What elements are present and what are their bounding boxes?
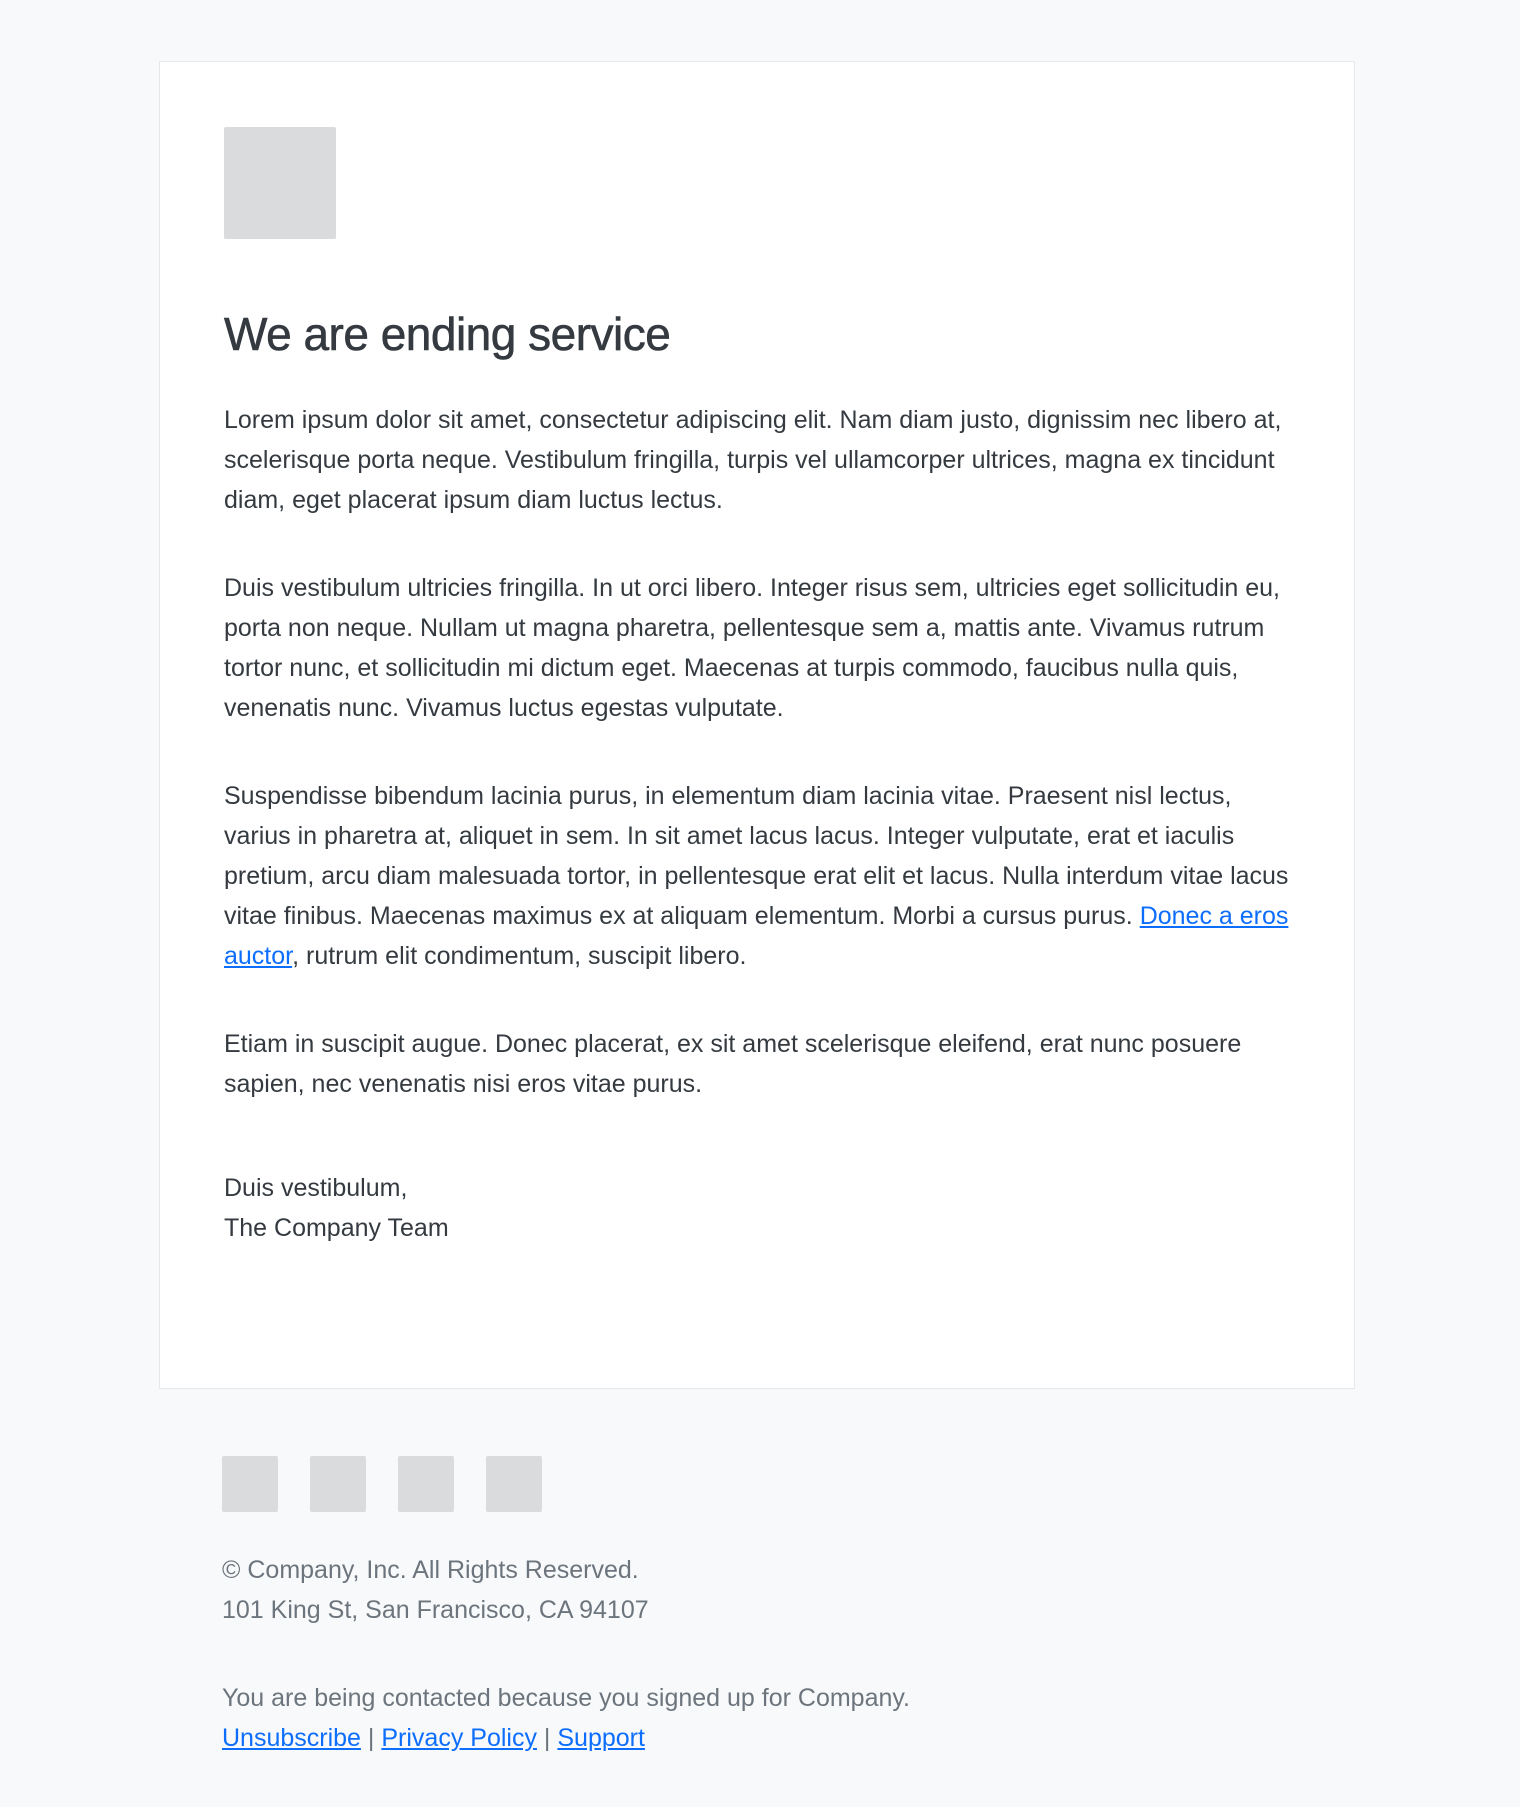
inline-link[interactable]: Donec a eros auctor bbox=[224, 902, 1289, 971]
separator: | bbox=[367, 1724, 375, 1752]
email-title: We are ending service bbox=[224, 308, 671, 360]
social-icon-3[interactable] bbox=[398, 1456, 454, 1512]
social-icon-2[interactable] bbox=[310, 1456, 366, 1512]
footer-notice-block bbox=[222, 1678, 1322, 1758]
separator: | bbox=[543, 1724, 551, 1752]
paragraph-4: Etiam in suscipit augue. Donec placerat, ex sit amet scelerisque eleifend, erat nunc posuere sapien, nec venenatis nisi eros vitae purus. bbox=[224, 1030, 1242, 1099]
copyright: © Company, Inc. All Rights Reserved. bbox=[222, 1556, 639, 1584]
social-links bbox=[222, 1456, 1322, 1512]
social-icon-4[interactable] bbox=[486, 1456, 542, 1512]
signature-name: The Company Team bbox=[224, 1214, 449, 1243]
email-content bbox=[224, 307, 1304, 1296]
paragraph-2: Duis vestibulum ultricies fringilla. In ut orci libero. Integer risus sem, ultricies eget sollicitudin eu, porta non neque. Nullam ut magna pharetra, pellentesque sem a, mattis ante. Vivamus rutrum tortor nunc, et sollicitudin mi dictum eget. Maecenas at turpis commodo, faucibus nulla quis, venenatis nunc. Vivamus luctus egestas vulputate. bbox=[224, 574, 1280, 723]
unsubscribe-link[interactable]: Unsubscribe bbox=[222, 1724, 361, 1752]
paragraph-1: Lorem ipsum dolor sit amet, consectetur adipiscing elit. Nam diam justo, dignissim nec libero at, scelerisque porta neque. Vestibulum fringilla, turpis vel ullamcorper ultrices, magna ex tincidunt diam, eget placerat ipsum diam luctus lectus. bbox=[224, 406, 1282, 515]
signoff: Duis vestibulum, bbox=[224, 1174, 408, 1203]
paragraph-3-text: Suspendisse bibendum lacinia purus, in elementum diam lacinia vitae. Praesent nisl lectus, varius in pharetra at, aliquet in sem. In sit amet lacus lacus. Integer vulputate, erat et iaculis pretium, arcu diam malesuada tortor, in pellentesque erat elit et lacus. Nulla interdum vitae lacus vitae finibus. Maecenas maximus ex at aliquam elementum. Morbi a cursus purus. bbox=[224, 782, 1289, 931]
email-card bbox=[159, 61, 1355, 1389]
footer bbox=[222, 1456, 1322, 1806]
logo-placeholder bbox=[224, 127, 336, 239]
signature bbox=[224, 1168, 1304, 1248]
support-link[interactable]: Support bbox=[557, 1724, 645, 1752]
notice: You are being contacted because you signed up for Company. bbox=[222, 1684, 910, 1712]
paragraph-3-text-end: , rutrum elit condimentum, suscipit libero. bbox=[292, 942, 747, 971]
company-info bbox=[222, 1550, 1322, 1630]
paragraph-3 bbox=[224, 776, 1304, 976]
social-icon-1[interactable] bbox=[222, 1456, 278, 1512]
privacy-policy-link[interactable]: Privacy Policy bbox=[381, 1724, 537, 1752]
address: 101 King St, San Francisco, CA 94107 bbox=[222, 1596, 649, 1624]
